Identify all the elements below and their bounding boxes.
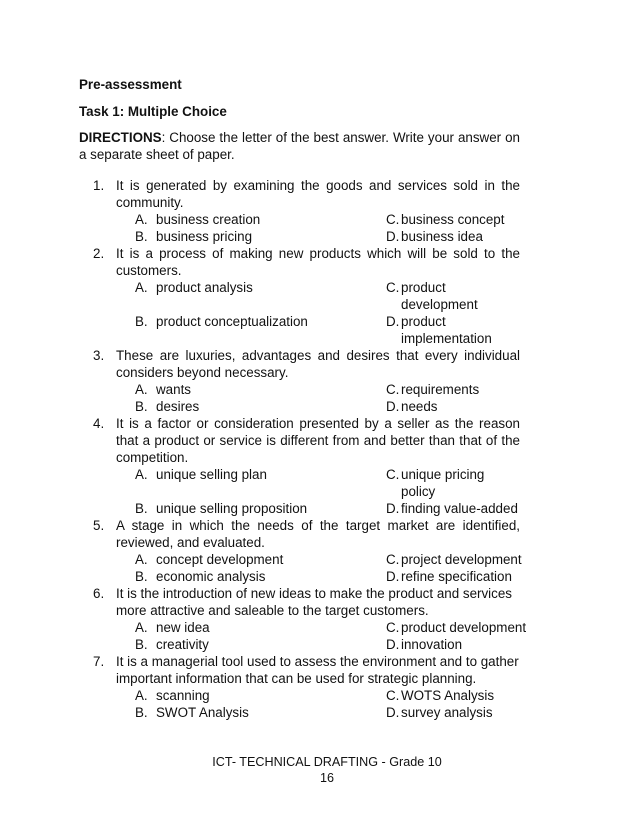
option-text: product development [401, 280, 478, 312]
footer-page-number: 16 [319, 771, 334, 785]
option-text: innovation [401, 637, 463, 652]
option-text: needs [401, 399, 438, 414]
option-item [116, 228, 386, 245]
option-letter: A. [135, 620, 148, 635]
option-item [386, 568, 541, 585]
question-item [93, 653, 520, 721]
question-item [93, 347, 520, 415]
question-number: 6. [93, 586, 105, 601]
option-letter: D. [386, 399, 400, 414]
option-text: business idea [401, 229, 483, 244]
option-letter: C. [386, 552, 400, 567]
option-item [386, 636, 541, 653]
option-item [116, 313, 386, 347]
question-list [93, 177, 527, 721]
option-item [386, 500, 541, 517]
option-text: product conceptualization [156, 314, 308, 329]
question-item [93, 177, 520, 245]
option-text: WOTS Analysis [401, 688, 495, 703]
option-item [116, 500, 386, 517]
option-text: creativity [156, 637, 209, 652]
option-grid [116, 279, 520, 347]
option-item [116, 211, 386, 228]
option-letter: A. [135, 280, 148, 295]
option-letter: B. [135, 569, 148, 584]
option-item [386, 313, 496, 347]
question-text: A stage in which the needs of the target market are identified, reviewed, and evaluated. [116, 518, 520, 550]
option-item [386, 279, 496, 313]
option-item [386, 211, 541, 228]
option-item [386, 704, 541, 721]
option-letter: D. [386, 705, 400, 720]
option-text: survey analysis [401, 705, 493, 720]
option-item [386, 466, 541, 500]
option-letter: B. [135, 399, 148, 414]
option-text: product development [401, 620, 527, 635]
option-letter: D. [386, 229, 400, 244]
option-item [116, 398, 386, 415]
option-letter: A. [135, 552, 148, 567]
question-item [93, 245, 520, 347]
option-text: business concept [401, 212, 505, 227]
option-item [386, 619, 541, 636]
option-letter: C. [386, 467, 400, 482]
footer-course: ICT- TECHNICAL DRAFTING - Grade 10 [212, 755, 442, 769]
option-letter: D. [386, 314, 400, 329]
option-letter: D. [386, 569, 400, 584]
option-item [116, 704, 386, 721]
task-title: Task 1: Multiple Choice [79, 104, 227, 119]
option-letter: D. [386, 501, 400, 516]
question-number: 1. [93, 178, 105, 193]
option-item [116, 636, 386, 653]
option-item [116, 551, 386, 568]
option-text: project development [401, 552, 522, 567]
option-text: finding value-added [401, 501, 518, 516]
question-text: It is the introduction of new ideas to make the product and services more attractive and saleable to the target customers. [116, 586, 512, 618]
question-text: It is a factor or consideration presented by a seller as the reason that a product or service is different from and better than that of the competition. [116, 416, 520, 465]
option-text: unique pricing policy [401, 467, 485, 499]
option-item [386, 228, 541, 245]
option-letter: B. [135, 501, 148, 516]
option-item [386, 551, 541, 568]
question-number: 7. [93, 654, 105, 669]
option-text: refine specification [401, 569, 512, 584]
option-text: desires [156, 399, 200, 414]
option-item [116, 279, 386, 313]
option-grid [116, 466, 520, 517]
question-item [93, 415, 520, 517]
option-item [116, 568, 386, 585]
option-letter: C. [386, 688, 400, 703]
question-text: These are luxuries, advantages and desires that every individual considers beyond necessary. [116, 348, 520, 380]
option-letter: C. [386, 212, 400, 227]
option-grid [116, 687, 520, 721]
option-letter: D. [386, 637, 400, 652]
option-text: product analysis [156, 280, 253, 295]
question-number: 3. [93, 348, 105, 363]
option-letter: A. [135, 467, 148, 482]
option-letter: B. [135, 229, 148, 244]
option-text: requirements [401, 382, 480, 397]
option-text: unique selling proposition [156, 501, 308, 516]
directions [79, 129, 520, 163]
question-number: 2. [93, 246, 105, 261]
option-letter: B. [135, 705, 148, 720]
option-text: concept development [156, 552, 284, 567]
question-number: 5. [93, 518, 105, 533]
option-letter: C. [386, 620, 400, 635]
question-text: It is a process of making new products which will be sold to the customers. [116, 246, 520, 278]
option-letter: C. [386, 382, 400, 397]
option-text: unique selling plan [156, 467, 267, 482]
question-text: It is a managerial tool used to assess the environment and to gather important information that can be used for strategic planning. [116, 654, 519, 686]
option-item [116, 466, 386, 500]
option-letter: A. [135, 688, 148, 703]
option-text: scanning [156, 688, 210, 703]
option-text: business pricing [156, 229, 253, 244]
option-text: economic analysis [156, 569, 266, 584]
section-title: Pre-assessment [79, 77, 182, 92]
directions-text: : Choose the letter of the best answer. Write your answer on a separate sheet of paper. [79, 130, 520, 162]
directions-label: DIRECTIONS [79, 130, 162, 145]
option-grid [116, 211, 520, 245]
option-grid [116, 381, 520, 415]
option-text: business creation [156, 212, 261, 227]
option-letter: A. [135, 212, 148, 227]
option-text: product implementation [401, 314, 492, 346]
option-item [116, 687, 386, 704]
option-letter: C. [386, 280, 400, 295]
option-letter: A. [135, 382, 148, 397]
option-text: new idea [156, 620, 210, 635]
option-grid [116, 619, 527, 653]
option-text: wants [156, 382, 191, 397]
question-item [93, 517, 520, 585]
question-text: It is generated by examining the goods and services sold in the community. [116, 178, 520, 210]
option-text: SWOT Analysis [156, 705, 249, 720]
option-grid [116, 551, 520, 585]
option-letter: B. [135, 637, 148, 652]
option-letter: B. [135, 314, 148, 329]
question-item [93, 585, 527, 653]
question-number: 4. [93, 416, 105, 431]
option-item [386, 687, 541, 704]
option-item [386, 381, 541, 398]
option-item [386, 398, 541, 415]
option-item [116, 381, 386, 398]
option-item [116, 619, 386, 636]
